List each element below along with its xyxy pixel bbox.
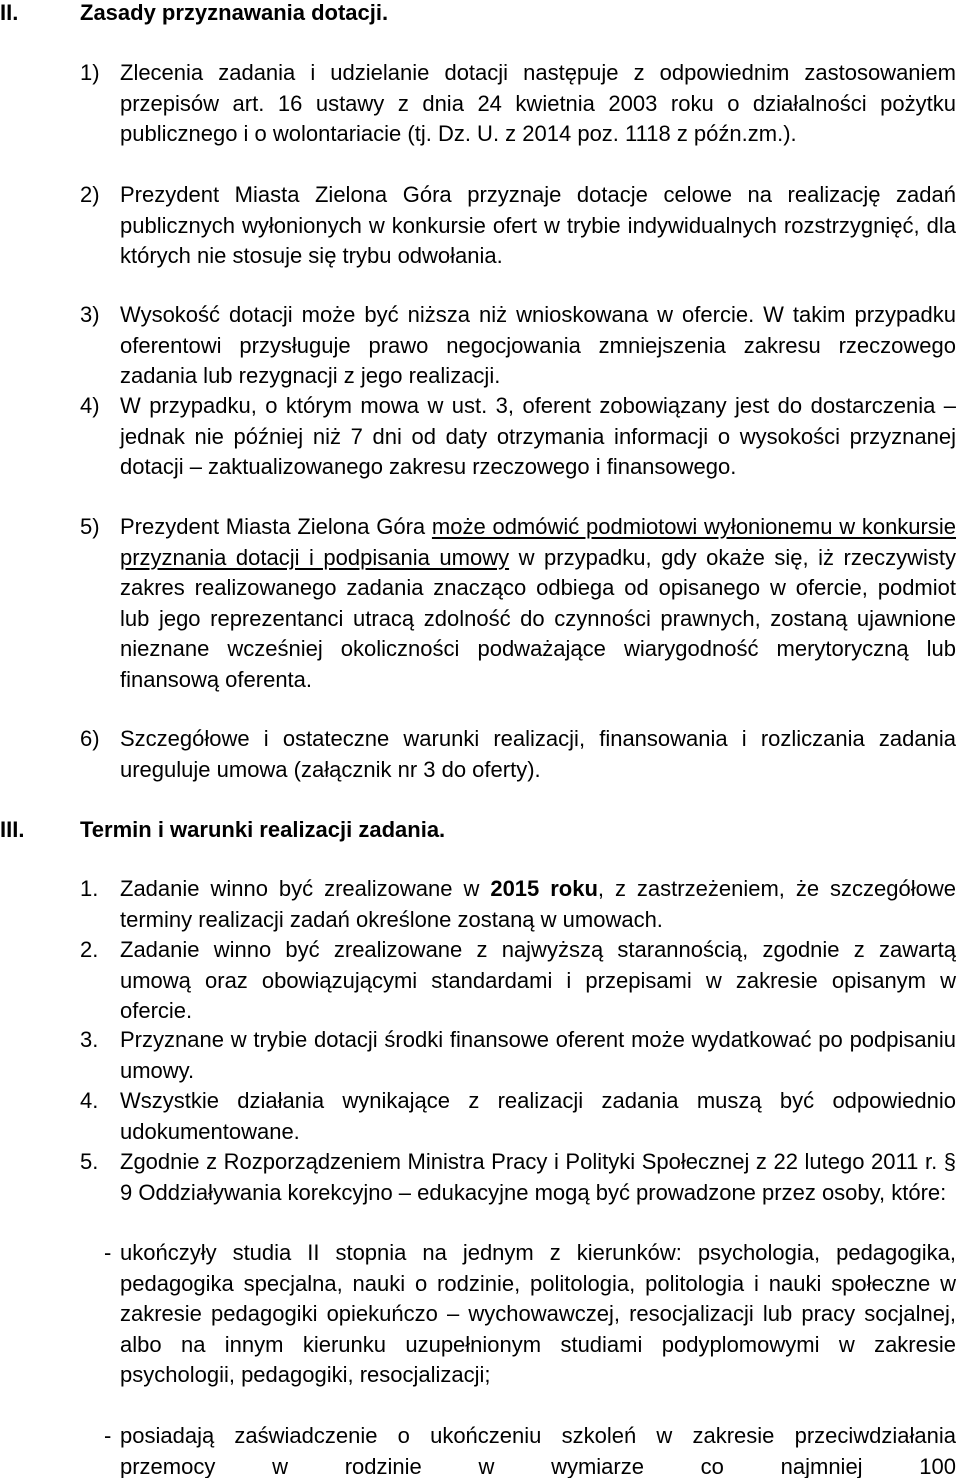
list-item (80, 391, 956, 483)
section-heading (0, 815, 960, 846)
item-number: 5. (80, 1149, 99, 1174)
section-title: Termin i warunki realizacji zadania. (80, 817, 446, 842)
item-text: Zgodnie z Rozporządzeniem Ministra Pracy i Polityki Społecznej z 22 lutego 2011 r. § 9 Oddziaływania korekcyjno – edukacyjne mogą być prowadzone przez osoby, które: (120, 1149, 956, 1205)
item-text-before: Zadanie winno być zrealizowane w (120, 876, 480, 901)
list-item (80, 1086, 956, 1147)
item-text: W przypadku, o którym mowa w ust. 3, oferent zobowiązany jest do dostarczenia – jednak nie później niż 7 dni od daty otrzymania informacji o wysokości przyznanej dotacji – zaktualizowanego zakresu rzeczowego i finansowego. (120, 393, 956, 479)
item-text (120, 874, 956, 935)
dash-marker: - (104, 1423, 112, 1448)
item-text: Prezydent Miasta Zielona Góra przyznaje dotacje celowe na realizację zadań publicznych wyłonionych w konkursie ofert w trybie indywidualnych rozstrzygnięć, dla których nie stosuje się trybu odwołania. (120, 182, 956, 268)
item-text-plain: Prezydent Miasta Zielona Góra (120, 514, 426, 539)
item-number: 5) (80, 514, 100, 539)
section-title: Zasady przyznawania dotacji. (80, 0, 389, 25)
item-number: 6) (80, 726, 100, 751)
item-text: Wysokość dotacji może być niższa niż wnioskowana w ofercie. W takim przypadku oferentowi przysługuje prawo negocjowania zmniejszenia zakresu rzeczowego zadania lub rezygnacji z jego realizacji. (120, 302, 956, 388)
item-number: 2. (80, 937, 99, 962)
list-item (80, 935, 956, 1027)
item-number: 3. (80, 1027, 99, 1052)
item-number: 1) (80, 60, 100, 85)
item-text-underlined: może odmówić podmiotowi wyłonionemu w konkursie przyznania dotacji i podpisania umowy (120, 514, 956, 570)
item-number: 3) (80, 302, 100, 327)
item-text-rest: w przypadku, gdy okaże się, iż rzeczywisty zakres realizowanego zadania znacząco odbiega od opisanego w ofercie, podmiot lub jego reprezentanci utracą zdolność do czynności prawnych, zostaną ujawnione nieznane wcześniej okoliczności podważające wiarygodność merytoryczną lub finansową oferenta. (120, 544, 956, 692)
dash-list-item (80, 1421, 956, 1478)
list-item (80, 58, 956, 150)
dash-marker: - (104, 1240, 112, 1265)
item-text: Zlecenia zadania i udzielanie dotacji następuje z odpowiednim zastosowaniem przepisów art. 16 ustawy z dnia 24 kwietnia 2003 roku o działalności pożytku publicznego i o wolontariacie (tj. Dz. U. z 2014 poz. 1118 z późn.zm.). (120, 60, 956, 146)
list-item (80, 724, 956, 785)
list-item (80, 1025, 956, 1086)
section-number: II. (0, 0, 19, 25)
list-item (80, 874, 956, 935)
list-item (80, 512, 956, 695)
dash-list-item (80, 1238, 956, 1391)
list-item (80, 1147, 956, 1208)
item-number: 4) (80, 393, 100, 418)
item-text: Wszystkie działania wynikające z realizacji zadania muszą być odpowiednio udokumentowane. (120, 1088, 956, 1144)
item-text: posiadają zaświadczenie o ukończeniu szkoleń w zakresie przeciwdziałania przemocy w rodzinie w wymiarze co najmniej 100 (120, 1423, 956, 1478)
item-text: Szczegółowe i ostateczne warunki realizacji, finansowania i rozliczania zadania ureguluje umowa (załącznik nr 3 do oferty). (120, 726, 956, 782)
item-text (120, 512, 956, 695)
item-number: 4. (80, 1088, 99, 1113)
item-number: 2) (80, 182, 100, 207)
item-text: Przyznane w trybie dotacji środki finansowe oferent może wydatkować po podpisaniu umowy. (120, 1027, 956, 1083)
item-text: ukończyły studia II stopnia na jednym z kierunków: psychologia, pedagogika, pedagogika specjalna, nauki o rodzinie, politologia, politologia i nauki społeczne w zakresie pedagogiki opiekuńczo – wychowawczej, resocjalizacji lub pracy socjalnej, albo na innym kierunku uzupełnionym studiami podyplomowymi w zakresie psychologii, pedagogiki, resocjalizacji; (120, 1240, 956, 1387)
item-text-bold: 2015 roku (490, 876, 598, 901)
item-number: 1. (80, 876, 99, 901)
section-number: III. (0, 817, 25, 842)
list-item (80, 300, 956, 392)
section-heading (0, 0, 960, 29)
item-text: Zadanie winno być zrealizowane z najwyższą starannością, zgodnie z zawartą umową oraz obowiązującymi standardami i przepisami w zakresie opisanym w ofercie. (120, 937, 956, 1023)
item-text-after: , z zastrzeżeniem, że szczegółowe terminy realizacji zadań określone zostaną w umowach. (120, 876, 956, 932)
list-item (80, 180, 956, 272)
